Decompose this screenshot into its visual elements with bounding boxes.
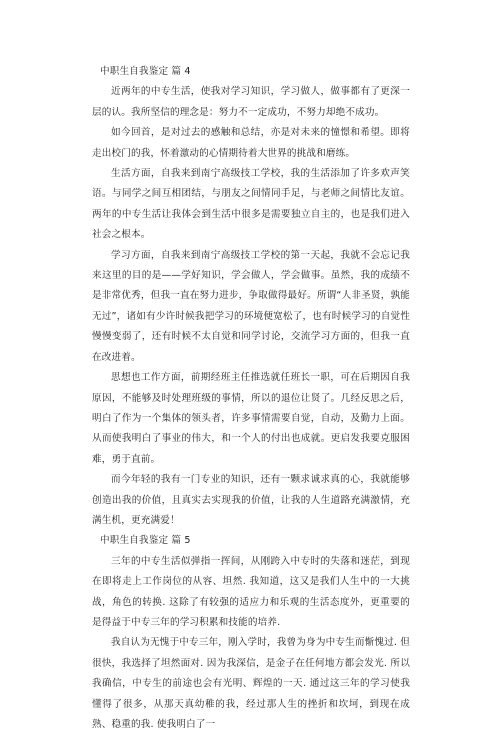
section-heading: 中职生自我鉴定 篇 4 xyxy=(100,66,191,77)
paragraph: 生活方面，自我来到南宁高级技工学校，我的生活添加了许多欢声笑语。与同学之间互相团结，与朋友之间情同手足，与老师之间情比友谊。两年的中专生活让我体会到生活中很多是需要独立自主的，也是我们进入社会之根本。 xyxy=(92,168,410,241)
document-body xyxy=(92,62,410,735)
paragraph: 近两年的中专生活，使我对学习知识，学习做人，做事都有了更深一层的认。我所坚信的理念是：努力不一定成功，不努力却绝不成功。 xyxy=(92,86,410,118)
paragraph: 如今回首，是对过去的感触和总结，亦是对未来的憧憬和希望。即将走出校门的我，怀着激动的心情期待着大世界的挑战和磨练。 xyxy=(92,127,410,159)
paragraph: 三年的中专生活似弹指一挥间，从刚跨入中专时的失落和迷茫，到现在即将走上工作岗位的从容、坦然. 我知道，这又是我们人生中的一大挑战，角色的转换. 这除了有较强的适应力和乐观的生活态度外，更重要的是得益于中专三年的学习积累和技能的培养. xyxy=(92,555,410,628)
paragraph: 思想也工作方面，前期经班主任推选就任班长一职，可在后期因自我原因，不能够及时处理班级的事情，所以的退位让贤了。几经反思之后，明白了作为一个集体的领头者，许多事情需要自觉，自动，及勤力上面。从而使我明白了事业的伟大，和一个人的付出也成就。更启发我要克服困难，勇于直前。 xyxy=(92,372,410,465)
paragraph: 而今年轻的我有一门专业的知识，还有一颗求诚求真的心，我就能够创造出我的价值，且真实去实现我的价值，让我的人生道路充满激情，充满生机，更充满爱！ xyxy=(92,474,410,526)
paragraph: 我自认为无愧于中专三年，刚入学时，我曾为身为中专生而惭愧过. 但很快，我选择了坦然面对. 因为我深信，是金子在任何地方都会发光. 所以我确信，中专生的前途也会有光明、辉煌的一天. 通过这三年的学习使我懂得了很多，从那天真幼稚的我，经过那人生的挫折和坎坷，到现在成熟、稳重的我. 使我明白了一 xyxy=(92,637,410,730)
paragraph: 学习方面，自我来到南宁高级技工学校的第一天起，我就不会忘记我来这里的目的是——学好知识，学会做人，学会做事。虽然，我的成绩不是非常优秀，但我一直在努力进步，争取做得最好。所谓“人非圣贤，孰能无过”，诸如有少许时候我把学习的环境便宽松了，也有时候学习的自觉性慢慢变弱了，还有时候不太自觉和同学讨论，交流学习方面的，但我一直在改进着。 xyxy=(92,249,410,363)
section-heading: 中职生自我鉴定 篇 5 xyxy=(100,535,191,547)
